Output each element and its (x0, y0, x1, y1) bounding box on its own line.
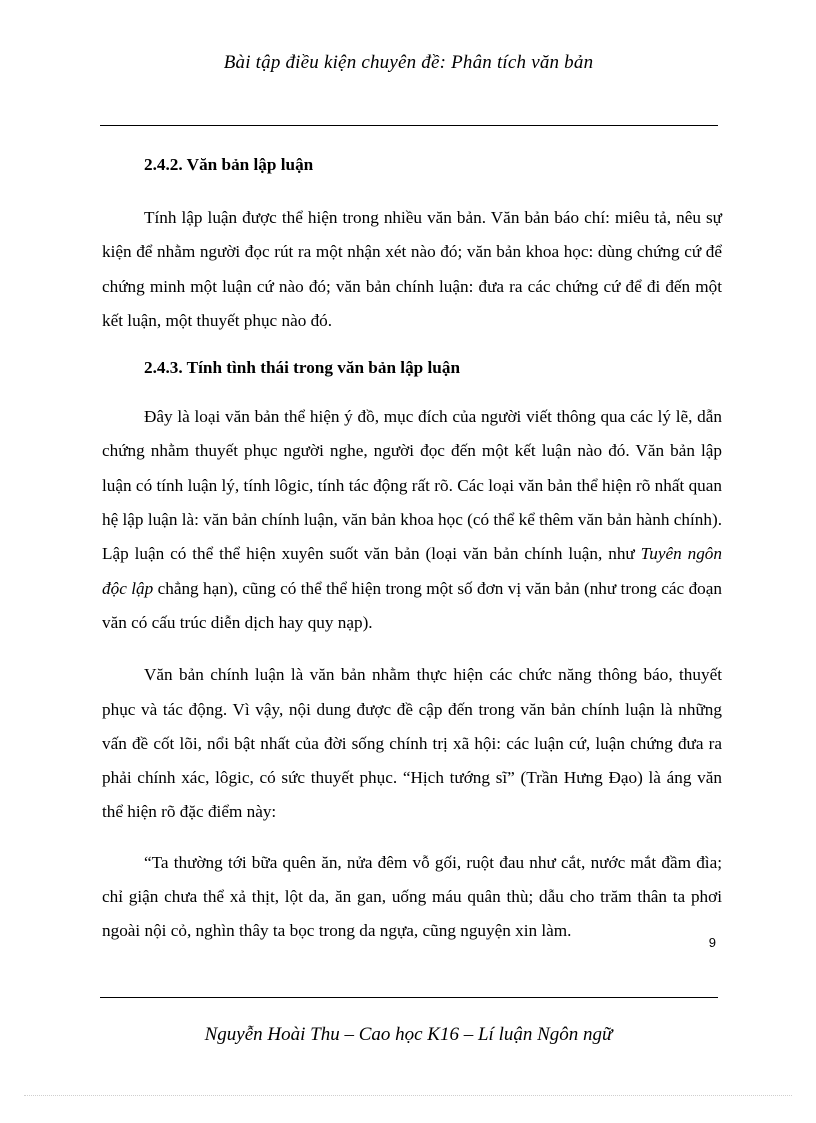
page-footer: Nguyễn Hoài Thu – Cao học K16 – Lí luận Ngôn ngữ (204, 1024, 613, 1045)
paragraph-text: Đây là loại văn bản thể hiện ý đồ, mục đích của người viết thông qua các lý lẽ, dẫn chứng nhằm thuyết phục người nghe, người đọc đến một kết luận nào đó. Văn bản lập luận có tính luận lý, tính lôgic, tính tác động rất rõ. Các loại văn bản thể hiện rõ nhất quan hệ lập luận là: văn bản chính luận, văn bản khoa học (có thể kể thêm văn bản hành chính). Lập luận có thể thể hiện xuyên suốt văn bản (loại văn bản chính luận, như (102, 407, 722, 564)
paragraph: Tính lập luận được thể hiện trong nhiều văn bản. Văn bản báo chí: miêu tả, nêu sự kiện để nhằm người đọc rút ra một nhận xét nào đó; văn bản khoa học: dùng chứng cứ để chứng minh một luận cứ nào đó; văn bản chính luận: đưa ra các chứng cứ để đi đến một kết luận, một thuyết phục nào đó. (102, 208, 722, 330)
page-edge-divider (24, 1095, 792, 1096)
section-heading-2-4-2: 2.4.2. Văn bản lập luận (144, 155, 314, 174)
page-number: 9 (708, 935, 716, 950)
paragraph: Văn bản chính luận là văn bản nhằm thực hiện các chức năng thông báo, thuyết phục và tác động. Vì vậy, nội dung được đề cập đến trong văn bản chính luận là những vấn đề cốt lõi, nổi bật nhất của đời sống chính trị xã hội: các luận cứ, luận chứng đưa ra phải chính xác, lôgic, có sức thuyết phục. “Hịch tướng sĩ” (Trần Hưng Đạo) là áng văn thể hiện rõ đặc điểm này: (102, 665, 722, 822)
document-body (102, 153, 722, 949)
paragraph-text: chẳng hạn), cũng có thể thể hiện trong một số đơn vị văn bản (như trong các đoạn văn có cấu trúc diễn dịch hay quy nạp). (102, 578, 722, 632)
footer-divider (100, 997, 718, 998)
paragraph (102, 400, 722, 640)
section-heading-2-4-3: 2.4.3. Tính tình thái trong văn bản lập luận (144, 358, 461, 378)
italic-title: Tuyên ngôn độc lập (102, 544, 722, 598)
quote-paragraph: “Ta thường tới bữa quên ăn, nửa đêm vỗ gối, ruột đau như cắt, nước mắt đầm đìa; chỉ giận chưa thể xả thịt, lột da, ăn gan, uống máu quân thù; dẫu cho trăm thân ta phơi ngoài nội cỏ, nghìn thây ta bọc trong da ngựa, cũng nguyện xin làm. (102, 852, 722, 941)
header-divider (100, 125, 718, 126)
page-header: Bài tập điều kiện chuyên đề: Phân tích văn bản (223, 52, 594, 73)
